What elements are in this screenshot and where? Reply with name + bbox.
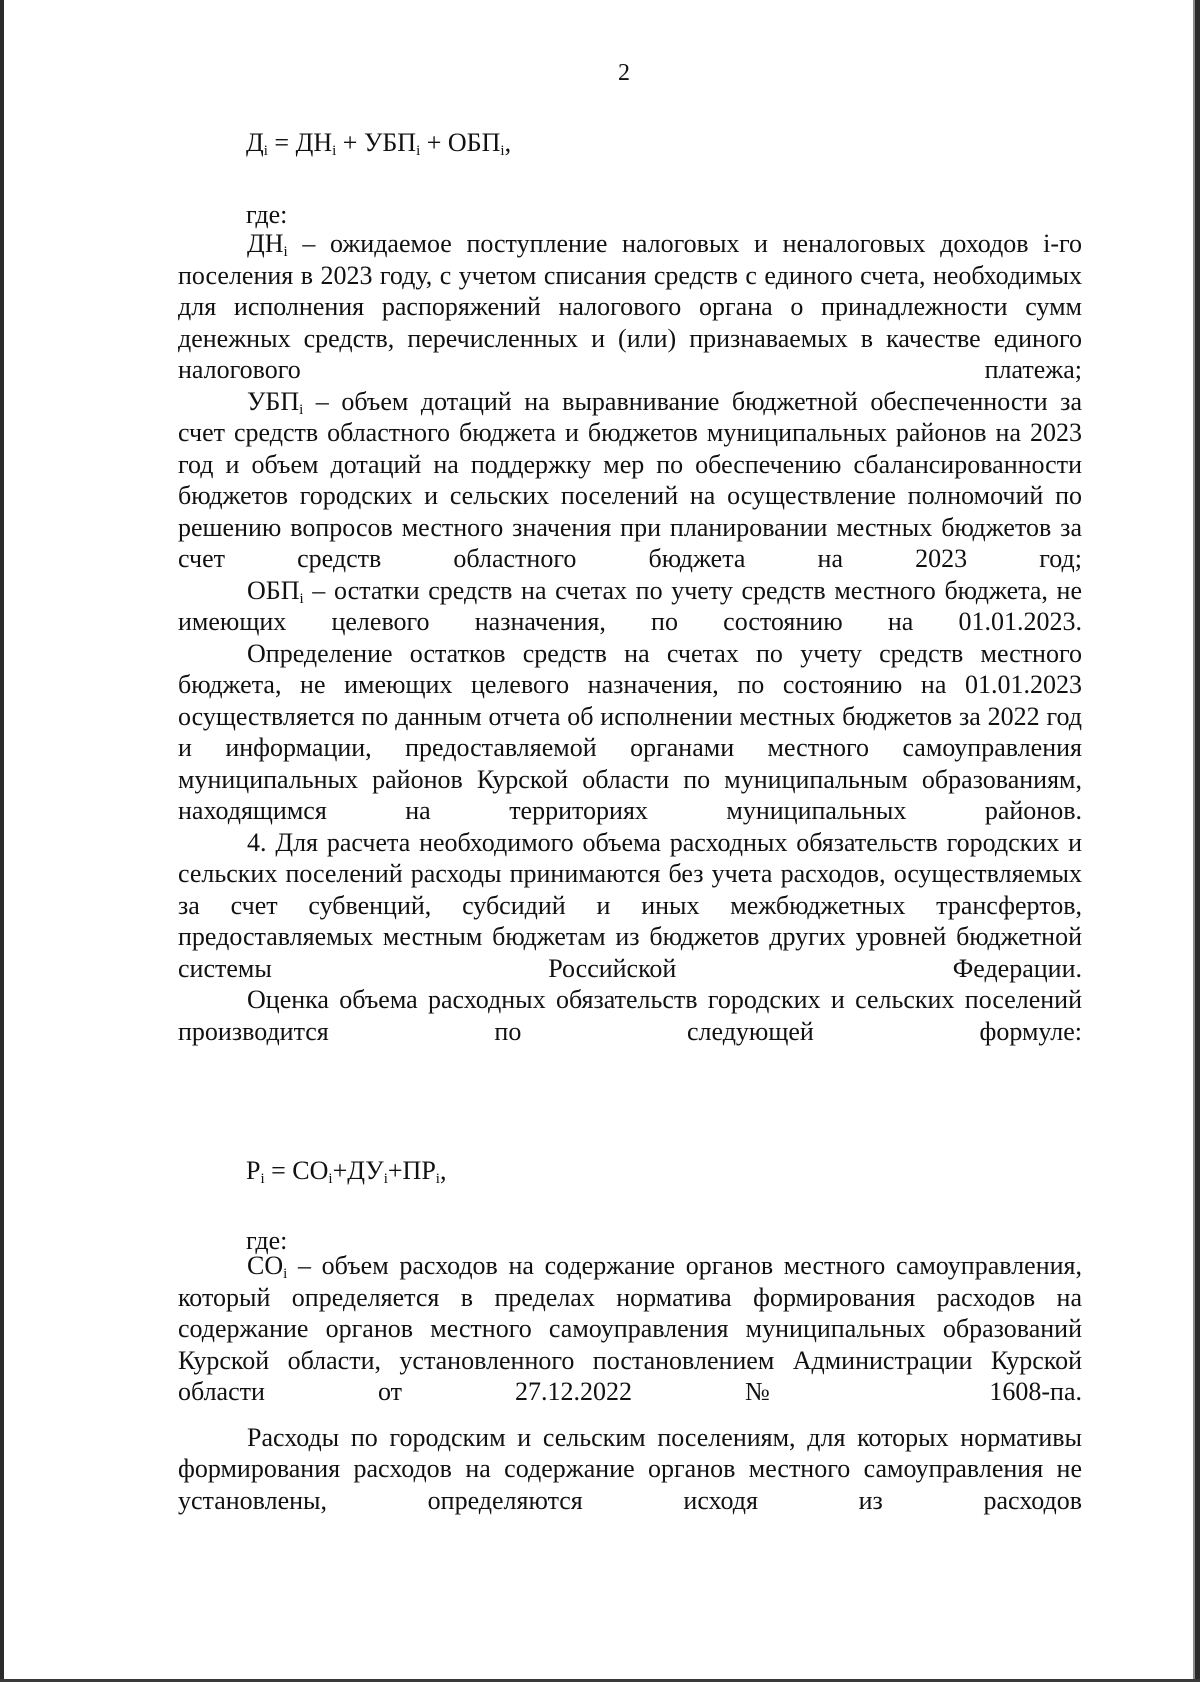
where-label-1: где:: [246, 200, 288, 229]
page-number: 2: [618, 60, 630, 86]
where-label-2: где:: [246, 1226, 288, 1255]
paragraph-estimate: Оценка объема расходных обязательств городских и сельских поселений производится по следующей формуле:: [178, 985, 1082, 1046]
scan-edge-left: [0, 0, 4, 1682]
text-block-2: [178, 1250, 1082, 1516]
definition-obp: $ОБП_i$ – остатки средств на счетах по учету средств местного бюджета, не имеющих целевого назначения, по состоянию на 01.01.2023.: [178, 575, 1082, 636]
scan-edge-right: [1195, 0, 1200, 1682]
text-block-1: [178, 228, 1082, 1047]
formula-income: $Д_i = ДН_i + УБП_i + ОБП_i$,: [246, 128, 512, 159]
paragraph-item-4: 4. Для расчета необходимого объема расходных обязательств городских и сельских поселений расходы принимаются без учета расходов, осуществляемых за счет субвенций, субсидий и иных межбюджетных трансфертов, предоставляемых местным бюджетам из бюджетов других уровней бюджетной системы Российской Федерации.: [178, 827, 1082, 983]
definition-co: $СО_i$ – объем расходов на содержание органов местного самоуправления, который определяется в пределах норматива формирования расходов на содержание органов местного самоуправления муниципальных образований Курской области, установленного постановлением Администрации Курской области от 27.12.2022 № 1608-па.: [178, 1251, 1082, 1406]
definition-dn: $ДН_i$ – ожидаемое поступление налоговых и неналоговых доходов i-го поселения в 2023 году, с учетом списания средств с единого счета, необходимых для исполнения распоряжений налогового органа о принадлежности сумм денежных средств, перечисленных и (или) признаваемых в качестве единого налогового платежа;: [178, 229, 1082, 384]
paragraph-remainders: Определение остатков средств на счетах по учету средств местного бюджета, не имеющих целевого назначения, по состоянию на 01.01.2023 осуществляется по данным отчета об исполнении местных бюджетов за 2022 год и информации, предоставляемой органами местного самоуправления муниципальных районов Курской области по муниципальным образованиям, находящимся на территориях муниципальных районов.: [178, 638, 1082, 825]
formula-expenses: $P_i = СО_i+ДУ_i+ПР_i$,: [246, 1156, 447, 1187]
paragraph-expenses: Расходы по городским и сельским поселениям, для которых нормативы формирования расходов на содержание органов местного самоуправления не установлены, определяются исходя из расходов: [178, 1422, 1082, 1515]
definition-ubp: $УБП_i$ – объем дотаций на выравнивание бюджетной обеспеченности за счет средств областного бюджета и бюджетов муниципальных районов на 2023 год и объем дотаций на поддержку мер по обеспечению сбалансированности бюджетов городских и сельских поселений на осуществление полномочий по решению вопросов местного значения при планировании местных бюджетов за счет средств областного бюджета на 2023 год;: [178, 386, 1082, 573]
